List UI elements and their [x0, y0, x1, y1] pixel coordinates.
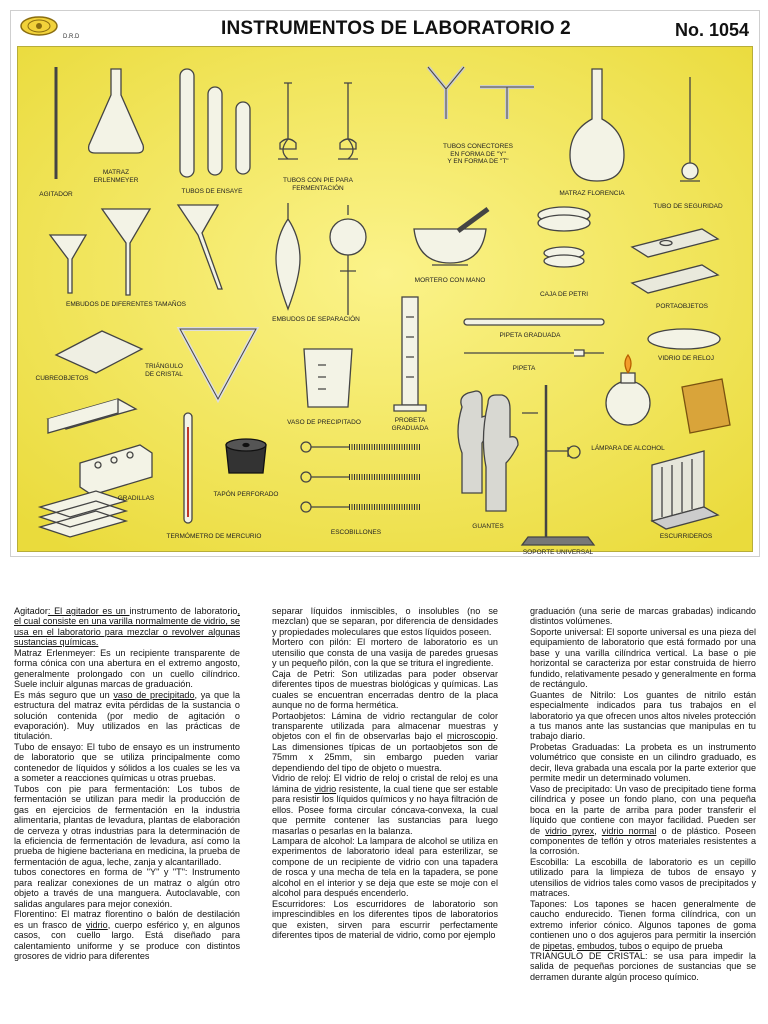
paragraph-text: o de plástico. Poseen componentes de teflón y otros materiales resistentes a la corrosión. — [530, 825, 756, 857]
inline-link[interactable]: pipetas — [542, 940, 572, 951]
inline-link[interactable]: microscopio — [446, 731, 496, 742]
paragraph-text: , — [614, 940, 620, 951]
vaso-precipitado-illustration — [304, 349, 352, 407]
label-pipeta: PIPETA — [512, 365, 536, 372]
paragraph-text: Matraz Erlenmeyer: Es un recipiente transparente de forma cónica con una abertura en el extremo angosto, generalmente prolongado con un cuello cilíndrico. Suele incluir algunas marcas de graduación. — [14, 647, 240, 690]
label-soporte: SOPORTE UNIVERSAL — [522, 549, 594, 556]
paragraph-text: , — [594, 825, 602, 836]
paragraph-text: resistente, la cual tiene que ser estable para resistir los líquidos químicos y no haya filtración de ellos. Posee forma circular cóncava-convexa, la cual que permite contener las sustancias para luego masarlas o pesarlas en la balanza. — [272, 783, 498, 836]
paragraph — [14, 690, 240, 742]
inline-link[interactable]: vidrio — [85, 919, 108, 930]
paragraph — [530, 784, 756, 857]
paragraph-text: Tapones: Los tapones se hacen generalmente de caucho endurecido. Tienen forma cilíndrica, con un extremo inferior cónico. Algunos tapones de goma contienen uno o dos agujeros para permitir la inserción de — [530, 898, 756, 951]
paragraph — [530, 857, 756, 899]
paragraph — [530, 627, 756, 690]
instrument-board — [17, 46, 753, 556]
label-agitador: AGITADOR — [39, 191, 73, 198]
paragraph-text: . Las dimensiones típicas de un portaobjetos son de 75mm x 25mm, sin embargo pueden variar dependiendo del tipo de objeto o muestra. — [272, 731, 498, 773]
tapon-illustration — [226, 439, 266, 473]
paragraph — [272, 669, 498, 711]
label-guantes: GUANTES — [472, 523, 504, 530]
description-text — [14, 606, 756, 1024]
paragraph-text: instrumento de laboratorio — [129, 606, 238, 616]
inline-link[interactable]: embudos — [577, 940, 615, 951]
paragraph-text: graduación (una serie de marcas grabadas) indicando distintos volúmenes. — [530, 606, 756, 627]
paragraph — [530, 690, 756, 742]
inline-link[interactable]: vidrio pyrex — [545, 825, 595, 836]
label-portaobjetos: PORTAOBJETOS — [655, 303, 709, 310]
instrument-illustrations — [18, 47, 752, 551]
label-tapon: TAPÓN PERFORADO — [213, 491, 279, 498]
label-escobillones: ESCOBILLONES — [330, 529, 382, 536]
vidrio-reloj-illustration — [648, 329, 720, 349]
rejilla-illustration — [682, 379, 730, 433]
paragraph — [14, 742, 240, 784]
paragraph-text: Guantes de Nitrilo: Los guantes de nitrilo están especialmente indicados para tus trabajos en el laboratorio ya que ofrecen unos altos niveles protección a tus manos ante las sustancias que manipulas en tu trabajo diario. — [530, 689, 756, 742]
label-embudos-separacion: EMBUDOS DE SEPARACIÓN — [272, 316, 360, 323]
paragraph-text: Vaso de precipitado: Un vaso de precipitado tiene forma cilíndrica y posee un fondo plano, con una pequeña boca en la parte de arriba para poder transferir el líquido que contiene con mayor facilidad. Pueden ser de — [530, 783, 756, 836]
text-column-3 — [530, 606, 756, 982]
label-escurrideros: ESCURRIDEROS — [659, 533, 713, 540]
paragraph-text: Vidrio de reloj: El vidrio de reloj o cristal de reloj es una lámina de — [272, 773, 498, 794]
label-cubreobjetos: CUBREOBJETOS — [35, 375, 89, 382]
paragraph — [14, 867, 240, 909]
paragraph-text: Caja de Petri: Son utilizadas para poder observar diferentes tipos de muestras biológicas y químicas. Las cuales se encuentran encerradas dentro de la placa aunque no de forma hermética. — [272, 668, 498, 711]
label-tubos-conectores: TUBOS CONECTORES EN FORMA DE "Y" Y EN FORMA DE "T" — [443, 143, 513, 165]
paragraph — [272, 637, 498, 668]
label-caja-petri: CAJA DE PETRI — [539, 291, 589, 298]
poster-header — [11, 11, 759, 45]
paragraph-text: Portaobjetos: Lámina de vidrio rectangular de color transparente utilizada para almacenar muestras y objetos con el fin de observarlas bajo el — [272, 710, 498, 742]
label-termometro: TERMÓMETRO DE MERCURIO — [166, 533, 262, 540]
paragraph — [530, 742, 756, 784]
paragraph — [14, 606, 240, 648]
label-vaso-precipitado: VASO DE PRECIPITADO — [287, 419, 361, 426]
paragraph-text: Agitador — [14, 606, 48, 616]
paragraph-text: tubos conectores en forma de "Y" y "T": Instrumento para realizar conexiones de un matraz o algún otro objeto a través de una manguera. Autoclavable, con salidas angulares para mejor conexión. — [14, 867, 240, 909]
poster — [10, 10, 760, 557]
paragraph — [272, 836, 498, 899]
paragraph-text: Tubo de ensayo: El tubo de ensayo es un instrumento de laboratorio que se utiliza principalmente como contenedor de líquidos y sólidos a los cuales se les va a someter a reacciones químicas u otras pruebas. — [14, 741, 240, 784]
label-triangulo: TRIÁNGULO DE CRISTAL — [145, 363, 183, 378]
paragraph-text: o equipo de prueba — [641, 940, 723, 951]
paragraph — [530, 606, 756, 627]
paragraph-text: separar líquidos inmiscibles, o insolubles (no se mezclan) que se separan, por diferencia de densidades y propiedades moleculares que estos líquidos poseen. — [272, 606, 498, 637]
termometro-illustration — [184, 413, 192, 523]
paragraph — [14, 909, 240, 961]
paragraph-text: Escobilla: La escobilla de laboratorio es un cepillo utilizado para la limpieza de tubos de ensayo y utensilios de vidrios tales como vasos de precipitados y matraces. — [530, 856, 756, 899]
paragraph — [272, 899, 498, 941]
label-tubos-ensaye: TUBOS DE ENSAYE — [181, 188, 243, 195]
label-gradillas: GRADILLAS — [117, 495, 155, 502]
paragraph-text: , ya que la estructura del matraz evita pérdidas de la sustancia o solución contenida (por medio de agitación o evaporación). Muy utilizados en las prácticas de titulación. — [14, 689, 240, 742]
inline-link[interactable]: vidrio normal — [601, 825, 657, 836]
poster-number: No. 1054 — [674, 20, 749, 40]
paragraph — [530, 899, 756, 951]
paragraph — [272, 606, 498, 637]
label-matraz-florencia: MATRAZ FLORENCIA — [559, 190, 625, 197]
label-tubos-pie: TUBOS CON PIE PARA FERMENTACIÓN — [283, 177, 353, 192]
paragraph-text: TRIANGULO DE CRISTAL: se usa para impedir la salida de pequeñas porciones de sustancias que se derramen durante algún proceso químico. — [530, 950, 756, 982]
poster-title: INSTRUMENTOS DE LABORATORIO 2 — [221, 18, 571, 39]
paragraph-text: Mortero con pilón: El mortero de laboratorio es un utensilio que consta de una vasija de paredes gruesas y un pequeño pilón, con la que se tritura el ingrediente. — [272, 637, 498, 669]
paragraph — [272, 711, 498, 774]
paragraph-text: Escurridores: Los escurridores de laboratorio son imprescindibles en los diferentes tipos de laboratorios que existen, sirven para escurrir perfectamente diferentes tipos de material de vidrio, como por ejemplo — [272, 898, 498, 941]
paragraph-text: , — [571, 940, 578, 951]
paragraph-text: Probetas Graduadas: La probeta es un instrumento volumétrico que consiste en un cilindro graduado, es decir, lleva grabada una escala por la parte exterior que permite medir un determinado volumen. — [530, 741, 756, 784]
paragraph-text: Soporte universal: El soporte universal es una pieza del equipamiento de laboratorio que está formado por una base y una varilla cilíndrica vertical. La base o pie horizontal se caracteriza por estar construida de hierro fundido, relativamente pesado y generalmente en forma de rectángulo. — [530, 626, 756, 690]
paragraph-text: Florentino: El matraz florentino o balón de destilación es un frasco de — [14, 909, 240, 930]
inline-link[interactable]: , el cual consiste en una varilla normalmente de vidrio, se usa en el laboratorio para mezclar o revolver algunas sustancias químicas. — [14, 606, 240, 648]
label-matraz-erlenmeyer: MATRAZ ERLENMEYER — [93, 169, 139, 184]
label-lampara: LÁMPARA DE ALCOHOL — [591, 445, 665, 452]
inline-link[interactable]: vaso de precipitado — [113, 689, 195, 700]
paragraph-text: Tubos con pie para fermentación: Los tubos de fermentación se utilizan para medir la producción de gas en ejercicios de fermentación en la industria alimentaria, plantas de levadura, plantas de elaboración de cerveza y otras industrias para la determinación de la eficiencia de fermentación de levadura, así como la prueba de higiene bacteriana en medicina, la prueba de fermentación de agua, leche, zanja y alcantarillado. — [14, 783, 240, 867]
label-vidrio-reloj: VIDRIO DE RELOJ — [658, 355, 714, 362]
text-column-2 — [272, 606, 498, 941]
paragraph — [14, 784, 240, 868]
label-embudos: EMBUDOS DE DIFERENTES TAMAÑOS — [65, 301, 187, 308]
paragraph — [14, 648, 240, 690]
label-tubo-seguridad: TUBO DE SEGURIDAD — [653, 203, 723, 210]
inline-link[interactable]: vidrio — [314, 783, 337, 794]
label-probeta: PROBETA GRADUADA — [391, 417, 429, 432]
logo-text: D.R.D — [63, 34, 80, 40]
paragraph-text: Es más seguro que un — [14, 689, 114, 700]
label-pipeta-graduada: PIPETA GRADUADA — [499, 332, 561, 339]
paragraph-text: Lampara de alcohol: La lampara de alcohol se utiliza en experimentos de laboratorio ideal para esterilizar, se compone de un recipiente de vidrio con una tapadera de rosca y una mecha de tela en la tapadera, se pone alcohol en el interior y se deja que este se moje con el alcohol para después encenderlo. — [272, 835, 498, 899]
text-column-1 — [14, 606, 240, 961]
label-mortero: MORTERO CON MANO — [414, 277, 486, 284]
paragraph-text: , cuerpo esférico y, en algunos casos, con cuello largo. Está diseñado para calentamiento uniforme y se produce con distintos grosores de vidrio para diferentes — [14, 919, 240, 961]
paragraph — [272, 773, 498, 836]
inline-link[interactable]: tubos — [619, 940, 642, 951]
paragraph — [530, 951, 756, 982]
brand-logo — [19, 15, 59, 37]
inline-link[interactable]: : El agitador es un — [47, 606, 130, 616]
